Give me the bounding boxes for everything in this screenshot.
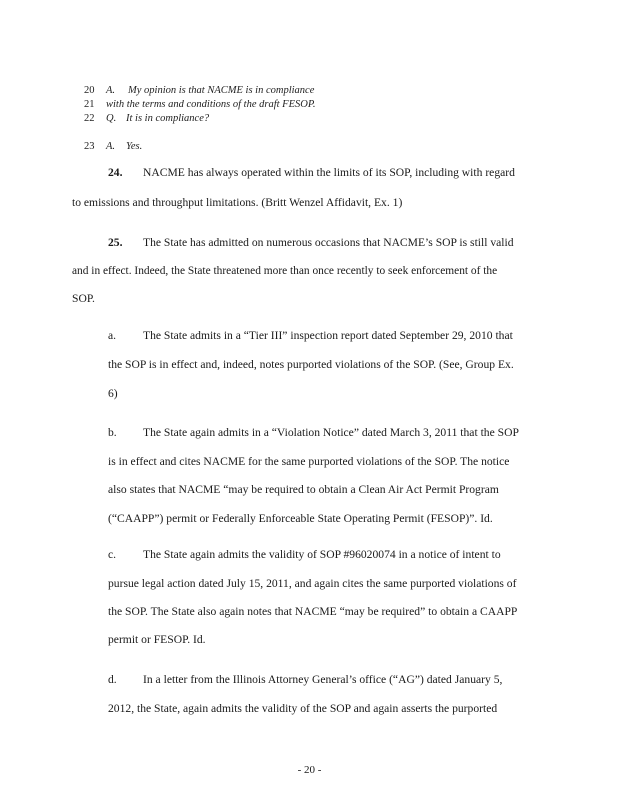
paragraph-line: In a letter from the Illinois Attorney General’s office (“AG”) dated January 5,	[143, 673, 503, 686]
paragraph-line: The State again admits in a “Violation Notice” dated March 3, 2011 that the SOP	[143, 426, 519, 439]
paragraph-line: to emissions and throughput limitations. (Britt Wenzel Affidavit, Ex. 1)	[72, 196, 403, 209]
subparagraph-letter: d.	[108, 673, 117, 686]
testimony-line: 20 A. My opinion is that NACME is in compliance	[84, 85, 315, 96]
paragraph-line: is in effect and cites NACME for the same purported violations of the SOP. The notice	[108, 455, 510, 468]
testimony-line: 22 Q. It is in compliance?	[84, 113, 210, 124]
paragraph-line: 2012, the State, again admits the validity of the SOP and again asserts the purported	[108, 702, 498, 715]
subparagraph-letter: b.	[108, 426, 117, 439]
page-number: - 20 -	[297, 764, 322, 776]
paragraph-line: and in effect. Indeed, the State threatened more than once recently to seek enforcement of the	[72, 265, 498, 277]
paragraph-line: permit or FESOP. Id.	[108, 633, 206, 646]
subparagraph-letter: a.	[108, 329, 117, 342]
paragraph-line: the SOP is in effect and, indeed, notes purported violations of the SOP. (See, Group Ex.	[108, 358, 514, 371]
testimony-line: 23 A. Yes.	[84, 141, 143, 152]
paragraph-number: 24.	[108, 166, 123, 179]
subparagraph-letter: c.	[108, 548, 117, 561]
paragraph-line: The State admits in a “Tier III” inspection report dated September 29, 2010 that	[143, 329, 513, 342]
testimony-line: 21 with the terms and conditions of the draft FESOP.	[84, 99, 316, 110]
paragraph-line: (“CAAPP”) permit or Federally Enforceable State Operating Permit (FESOP)”. Id.	[108, 512, 493, 525]
paragraph-number: 25.	[108, 236, 123, 249]
paragraph-line: the SOP. The State also again notes that NACME “may be required” to obtain a CAAPP	[108, 605, 518, 618]
paragraph-line: NACME has always operated within the limits of its SOP, including with regard	[143, 166, 515, 179]
paragraph-line: also states that NACME “may be required to obtain a Clean Air Act Permit Program	[108, 483, 499, 496]
paragraph-line: The State has admitted on numerous occasions that NACME’s SOP is still valid	[143, 236, 514, 249]
paragraph-line: SOP.	[72, 292, 95, 305]
paragraph-line: The State again admits the validity of SOP #96020074 in a notice of intent to	[143, 548, 501, 561]
paragraph-line: 6)	[108, 387, 118, 400]
paragraph-line: pursue legal action dated July 15, 2011, and again cites the same purported violations of	[108, 577, 517, 590]
